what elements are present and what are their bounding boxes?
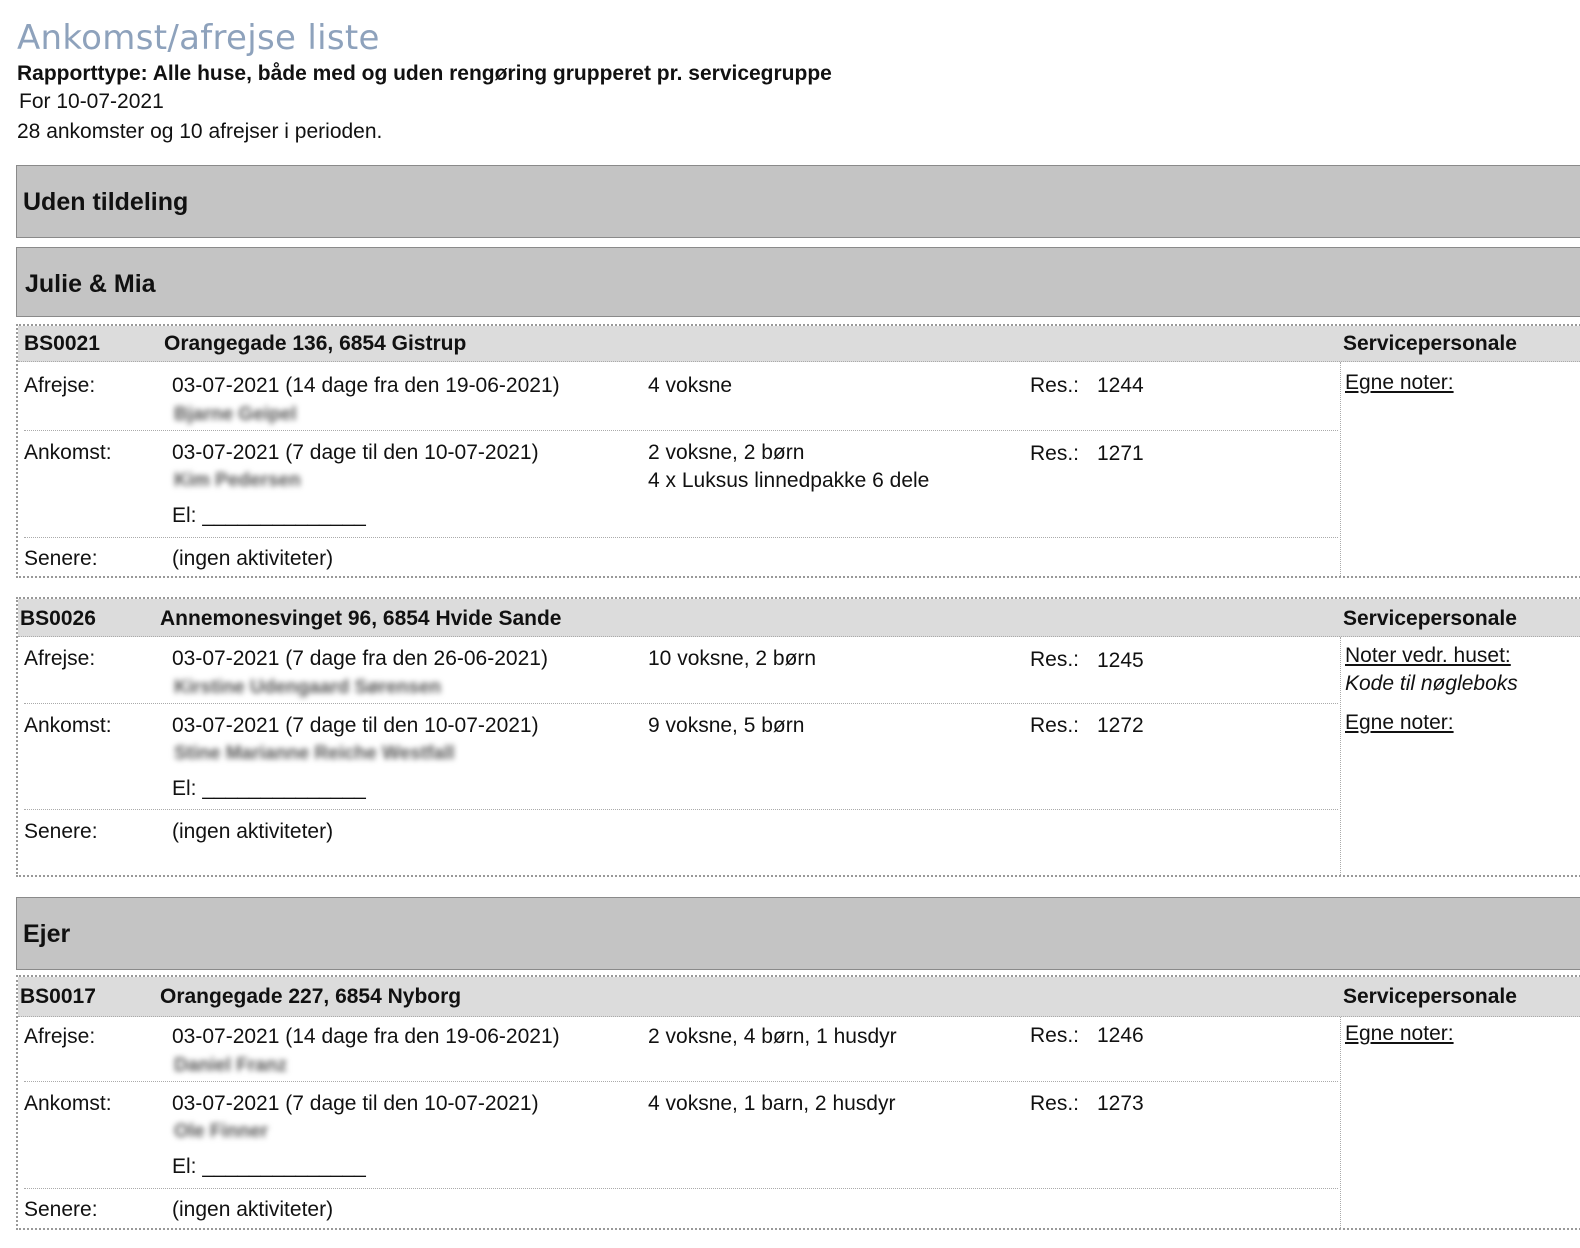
departure-res: 1244 [1097, 374, 1144, 397]
house-code: BS0017 [20, 985, 96, 1008]
arrival-guest: Ole Finner [174, 1121, 268, 1142]
house-address: Annemonesvinget 96, 6854 Hvide Sande [160, 607, 562, 630]
servicepersonale-label: Servicepersonale [1343, 607, 1517, 630]
egne-noter-link[interactable]: Egne noter: [1345, 711, 1454, 734]
house-block [16, 324, 1580, 578]
servicepersonale-label: Servicepersonale [1343, 985, 1517, 1008]
res-label: Res.: [1030, 1024, 1080, 1047]
senere-label: Senere: [24, 547, 98, 570]
house-code: BS0021 [24, 332, 100, 355]
departure-guest: Daniel Franz [174, 1055, 287, 1076]
senere-label: Senere: [24, 820, 98, 843]
arrival-res: 1273 [1097, 1092, 1144, 1115]
later-activities: (ingen aktiviteter) [172, 820, 334, 843]
ankomst-label: Ankomst: [24, 714, 112, 737]
later-activities: (ingen aktiviteter) [172, 547, 334, 570]
arrival-people: 9 voksne, 5 børn [648, 714, 805, 737]
departure-date: 03-07-2021 (7 dage fra den 26-06-2021) [172, 647, 548, 670]
house-header [18, 599, 1580, 637]
arrival-people: 2 voksne, 2 børn [648, 441, 805, 464]
group-header [16, 897, 1580, 970]
res-label: Res.: [1030, 442, 1080, 465]
house-address: Orangegade 136, 6854 Gistrup [164, 332, 467, 355]
report-summary: 28 ankomster og 10 afrejser i perioden. [17, 120, 383, 143]
el-field: El: ______________ [172, 504, 366, 527]
arrival-date: 03-07-2021 (7 dage til den 10-07-2021) [172, 714, 539, 737]
departure-guest: Kirstine Udengaard Sørensen [174, 677, 442, 698]
senere-label: Senere: [24, 1198, 98, 1221]
ankomst-label: Ankomst: [24, 441, 112, 464]
house-address: Orangegade 227, 6854 Nyborg [160, 985, 462, 1008]
group-title: Julie & Mia [25, 270, 156, 298]
res-label: Res.: [1030, 1092, 1080, 1115]
arrival-date: 03-07-2021 (7 dage til den 10-07-2021) [172, 1092, 539, 1115]
group-title: Ejer [23, 920, 71, 948]
house-code: BS0026 [20, 607, 96, 630]
departure-people: 4 voksne [648, 374, 733, 397]
arrival-date: 03-07-2021 (7 dage til den 10-07-2021) [172, 441, 539, 464]
house-header [18, 326, 1580, 362]
group-title: Uden tildeling [23, 188, 189, 216]
el-field: El: ______________ [172, 1155, 366, 1178]
noter-huset-link[interactable]: Noter vedr. huset: [1345, 644, 1511, 667]
departure-people: 2 voksne, 4 børn, 1 husdyr [648, 1025, 897, 1048]
arrival-guest: Stine Marianne Reiche Westfall [174, 743, 455, 764]
house-header [18, 977, 1580, 1017]
arrival-guest: Kim Pedersen [174, 470, 301, 491]
departure-date: 03-07-2021 (14 dage fra den 19-06-2021) [172, 1025, 560, 1048]
ankomst-label: Ankomst: [24, 1092, 112, 1115]
house-block [16, 597, 1580, 877]
departure-res: 1246 [1097, 1024, 1144, 1047]
afrejse-label: Afrejse: [24, 1025, 96, 1048]
arrival-people: 4 voksne, 1 barn, 2 husdyr [648, 1092, 896, 1115]
servicepersonale-label: Servicepersonale [1343, 332, 1517, 355]
report-type: Rapporttype: Alle huse, både med og uden rengøring grupperet pr. servicegruppe [17, 62, 832, 85]
el-field: El: ______________ [172, 777, 366, 800]
departure-people: 10 voksne, 2 børn [648, 647, 817, 670]
page-title: Ankomst/afrejse liste [17, 18, 380, 58]
departure-res: 1245 [1097, 649, 1144, 672]
arrival-res: 1271 [1097, 442, 1144, 465]
egne-noter-link[interactable]: Egne noter: [1345, 1022, 1454, 1045]
later-activities: (ingen aktiviteter) [172, 1198, 334, 1221]
house-block [16, 975, 1580, 1230]
arrival-extra: 4 x Luksus linnedpakke 6 dele [648, 469, 930, 492]
arrival-res: 1272 [1097, 714, 1144, 737]
res-label: Res.: [1030, 648, 1080, 671]
house-note: Kode til nøgleboks [1345, 672, 1518, 695]
group-header [16, 165, 1580, 238]
departure-guest: Bjarne Geipel [174, 404, 297, 425]
afrejse-label: Afrejse: [24, 374, 96, 397]
group-header [16, 247, 1580, 317]
report-date: For 10-07-2021 [19, 90, 164, 113]
afrejse-label: Afrejse: [24, 647, 96, 670]
departure-date: 03-07-2021 (14 dage fra den 19-06-2021) [172, 374, 560, 397]
res-label: Res.: [1030, 374, 1080, 397]
egne-noter-link[interactable]: Egne noter: [1345, 371, 1454, 394]
res-label: Res.: [1030, 714, 1080, 737]
